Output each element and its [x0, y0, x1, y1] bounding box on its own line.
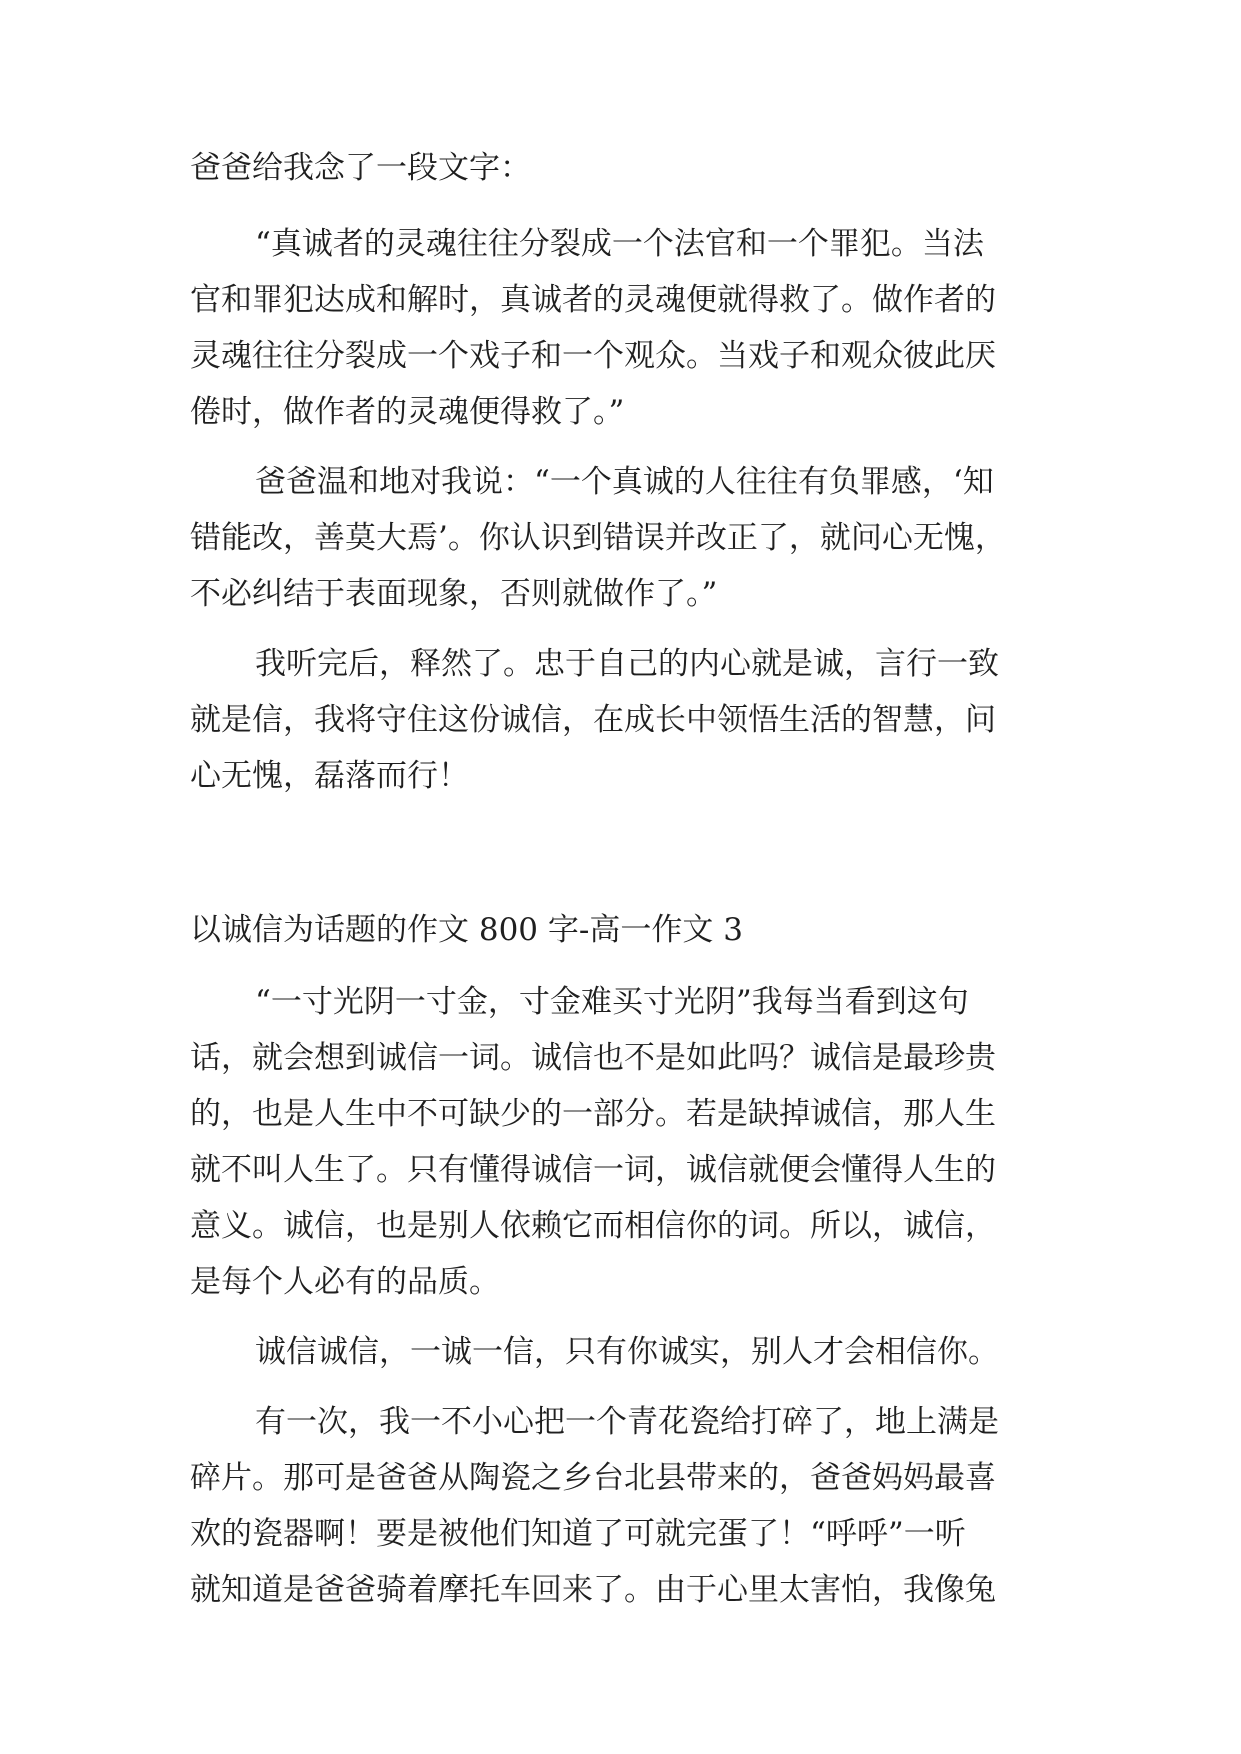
text-line	[0, 508, 1241, 568]
line-text: 倦时，做作者的灵魂便得救了。”	[190, 394, 625, 430]
text-line	[0, 1140, 1241, 1200]
text-line	[0, 1028, 1241, 1088]
text-line	[0, 452, 1241, 512]
section-heading	[0, 900, 1241, 960]
text-line	[0, 690, 1241, 750]
line-text: 官和罪犯达成和解时，真诚者的灵魂便就得救了。做作者的	[190, 282, 996, 318]
text-line	[0, 1084, 1241, 1144]
line-text: 就不叫人生了。只有懂得诚信一词，诚信就便会懂得人生的	[190, 1152, 996, 1188]
line-text: 爸爸温和地对我说：“一个真诚的人往往有负罪感，‘知	[255, 464, 994, 500]
line-text: 不必纠结于表面现象，否则就做作了。”	[190, 576, 718, 612]
line-text: 爸爸给我念了一段文字：	[190, 150, 531, 186]
text-line	[0, 1252, 1241, 1312]
text-line	[0, 1196, 1241, 1256]
text-line	[0, 326, 1241, 386]
line-text: 是每个人必有的品质。	[190, 1264, 500, 1300]
text-line	[0, 1560, 1241, 1620]
line-text: 灵魂往往分裂成一个戏子和一个观众。当戏子和观众彼此厌	[190, 338, 996, 374]
heading-text: 以诚信为话题的作文 800 字-高一作文 3	[190, 912, 743, 948]
line-text: 欢的瓷器啊！要是被他们知道了可就完蛋了！“呼呼”一听	[190, 1516, 966, 1552]
text-line	[0, 972, 1241, 1032]
line-text: 我听完后，释然了。忠于自己的内心就是诚，言行一致	[255, 646, 999, 682]
text-line	[0, 1448, 1241, 1508]
text-line	[0, 1504, 1241, 1564]
line-text: 心无愧，磊落而行！	[190, 758, 469, 794]
text-line	[0, 564, 1241, 624]
text-line	[0, 382, 1241, 442]
text-line	[0, 214, 1241, 274]
line-text: 碎片。那可是爸爸从陶瓷之乡台北县带来的，爸爸妈妈最喜	[190, 1460, 996, 1496]
line-text: “一寸光阴一寸金，寸金难买寸光阴”我每当看到这句	[255, 984, 969, 1020]
line-text: 错能改，善莫大焉’。你认识到错误并改正了，就问心无愧，	[190, 520, 1006, 556]
line-text: 就知道是爸爸骑着摩托车回来了。由于心里太害怕，我像兔	[190, 1572, 996, 1608]
text-line	[0, 1322, 1241, 1382]
line-text: 就是信，我将守住这份诚信，在成长中领悟生活的智慧，问	[190, 702, 996, 738]
text-line	[0, 746, 1241, 806]
line-text: 的，也是人生中不可缺少的一部分。若是缺掉诚信，那人生	[190, 1096, 996, 1132]
line-text: “真诚者的灵魂往往分裂成一个法官和一个罪犯。当法	[255, 226, 984, 262]
line-text: 有一次，我一不小心把一个青花瓷给打碎了，地上满是	[255, 1404, 999, 1440]
line-text: 意义。诚信，也是别人依赖它而相信你的词。所以，诚信，	[190, 1208, 996, 1244]
line-text: 话，就会想到诚信一词。诚信也不是如此吗？诚信是最珍贵	[190, 1040, 996, 1076]
text-line	[0, 634, 1241, 694]
line-text: 诚信诚信，一诚一信，只有你诚实，别人才会相信你。	[255, 1334, 999, 1370]
text-line	[0, 138, 1241, 198]
text-line	[0, 1392, 1241, 1452]
text-line	[0, 270, 1241, 330]
